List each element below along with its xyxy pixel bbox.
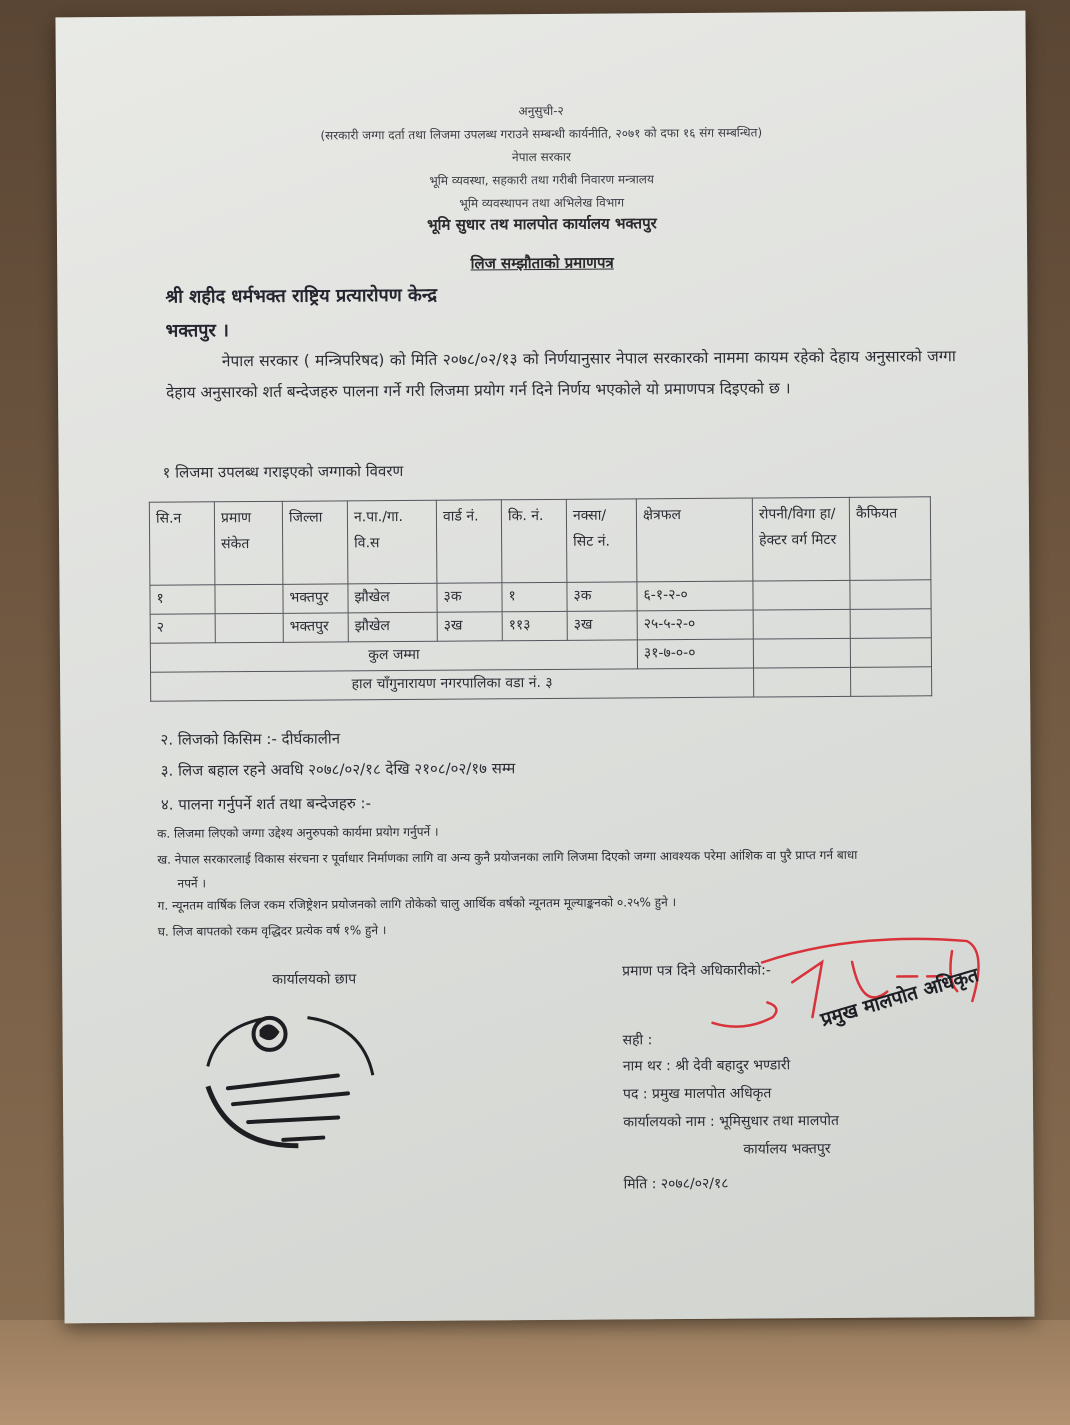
cell-area: ६-१-२-० xyxy=(637,581,753,611)
office-name: भूमि सुधार तथ मालपोत कार्यालय भक्तपुर xyxy=(427,214,657,234)
stamp-text-line xyxy=(248,1117,338,1122)
cell-ward: ३ख xyxy=(437,612,502,641)
schedule-label: अनुसुची-२ xyxy=(518,103,564,119)
certificate-title: लिज सम्झौताको प्रमाणपत्र xyxy=(470,253,614,273)
header-unit: रोपनी/विगा हा/हेक्टर वर्ग मिटर xyxy=(752,497,850,581)
cell-plot-no: १ xyxy=(502,582,567,611)
cell-proof-code xyxy=(215,584,283,613)
header-area: क्षेत्रफल xyxy=(636,498,753,582)
section-1-title: १ लिजमा उपलब्ध गराइएको जग्गाको विवरण xyxy=(162,461,404,482)
officer-seal: प्रमुख मालपोत अधिकृत xyxy=(818,963,982,1032)
cell-sn: २ xyxy=(150,614,215,643)
header-municipality: न.पा./गा. वि.स xyxy=(347,500,437,584)
authority-heading: प्रमाण पत्र दिने अधिकारीको:- xyxy=(622,962,771,980)
header-remarks: कैफियत xyxy=(849,497,931,581)
body-paragraph: नेपाल सरकार ( मन्त्रिपरिषद) को मिति २०७८/०२/१३ को निर्णयानुसार नेपाल सरकारको नाममा कायम रहेको देहाय अनुसारको जग्गा देहाय अनुसारको शर्त बन्देजहरु पालना गर्ने गरी लिजमा प्रयोग गर्न दिने निर्णय भएकोले यो प्रमाणपत्र दिइएको छ । xyxy=(166,347,956,402)
location-remarks xyxy=(851,667,932,697)
government-name: नेपाल सरकार xyxy=(511,149,571,165)
cell-map-sheet: ३क xyxy=(567,582,637,611)
stamp-text-line xyxy=(233,1093,348,1104)
cell-remarks xyxy=(850,580,931,610)
ministry-name: भूमि व्यवस्था, सहकारी तथा गरीबी निवारण मन्त्रालय xyxy=(429,172,654,188)
recipient-place: भक्तपुर । xyxy=(165,320,229,342)
background-surface xyxy=(0,1320,1070,1425)
total-area: ३१-७-०-० xyxy=(637,639,753,669)
department-name: भूमि व्यवस्थापन तथा अभिलेख विभाग xyxy=(459,195,625,211)
location-unit xyxy=(754,667,851,697)
cell-map-sheet: ३ख xyxy=(567,611,637,640)
stamp-arc-left xyxy=(207,1018,267,1066)
table-location-row xyxy=(151,667,932,701)
cell-proof-code xyxy=(215,613,283,642)
header-ward: वार्ड नं. xyxy=(436,500,502,583)
header-map-sheet: नक्सा/ सिट नं. xyxy=(566,499,637,582)
condition-gha: घ. लिज बापतको रकम वृद्धिदर प्रत्येक वर्ष १% हुने । xyxy=(157,923,387,939)
table-header-row xyxy=(149,497,931,585)
officer-post: पद : प्रमुख मालपोत अधिकृत xyxy=(622,1085,772,1103)
cell-municipality: झौखेल xyxy=(348,612,437,642)
cell-unit xyxy=(753,580,850,610)
policy-reference: (सरकारी जग्गा दर्ता तथा लिजमा उपलब्ध गराउने सम्बन्धी कार्यनीति, २०७१ को दफा १६ संग सम्बन्धित) xyxy=(320,125,763,143)
stamp-arc-bottom xyxy=(208,1086,298,1147)
section-4-conditions-title: ४. पालना गर्नुपर्ने शर्त तथा बन्देजहरु :- xyxy=(160,794,372,814)
office-stamp xyxy=(187,1005,388,1156)
signature-label: सही : xyxy=(622,1032,653,1049)
cell-municipality: झौखेल xyxy=(348,583,437,613)
header-plot-no: कि. नं. xyxy=(501,499,567,582)
stamp-emblem-fill xyxy=(259,1024,279,1040)
total-label: कुल जम्मा xyxy=(150,640,637,672)
cell-district: भक्तपुर xyxy=(283,613,348,642)
office-stamp-label: कार्यालयको छाप xyxy=(272,971,357,988)
officer-name: नाम थर : श्री देवी बहादुर भण्डारी xyxy=(622,1057,791,1075)
issue-date: मिति : २०७८/०२/१८ xyxy=(623,1175,729,1193)
cell-area: २५-५-२-० xyxy=(637,610,753,640)
stamp-arc-right xyxy=(307,1017,372,1075)
section-3-lease-period: ३. लिज बहाल रहने अवधि २०७८/०२/१८ देखि २१०८/०२/१७ सम्म xyxy=(160,759,516,780)
stamp-text-line xyxy=(283,1138,323,1140)
land-details-table xyxy=(149,496,932,701)
office-name-line: कार्यालयको नाम : भूमिसुधार तथा मालपोत xyxy=(623,1112,839,1131)
total-remarks xyxy=(850,638,931,668)
section-2-lease-type: २. लिजको किसिम :- दीर्घकालीन xyxy=(160,729,341,749)
current-location: हाल चाँगुनारायण नगरपालिका वडा नं. ३ xyxy=(151,668,754,701)
certificate-paper xyxy=(55,11,1034,1324)
condition-kha-continued: नपर्ने । xyxy=(177,876,207,891)
cell-district: भक्तपुर xyxy=(283,584,348,613)
cell-remarks xyxy=(850,609,931,639)
cell-ward: ३क xyxy=(437,583,502,612)
cell-sn: १ xyxy=(150,585,215,614)
header-sn: सि.न xyxy=(149,502,215,585)
condition-ka: क. लिजमा लिएको जग्गा उद्देश्य अनुरुपको कार्यमा प्रयोग गर्नुपर्ने । xyxy=(157,824,439,841)
cell-plot-no: ११३ xyxy=(502,611,567,640)
recipient-name: श्री शहीद धर्मभक्त राष्ट्रिय प्रत्यारोपण केन्द्र xyxy=(165,284,438,308)
stamp-text-line xyxy=(228,1075,338,1088)
header-district: जिल्ला xyxy=(282,501,348,584)
condition-ga: ग. न्यूनतम वार्षिक लिज रकम रजिष्ट्रेशन प्रयोजनको लागि तोकेको चालु आर्थिक वर्षको न्यूनतम मूल्याङ्कनको ०.२५% हुने । xyxy=(157,895,677,913)
cell-unit xyxy=(753,609,850,639)
condition-kha: ख. नेपाल सरकारलाई विकास संरचना र पूर्वाधार निर्माणका लागि वा अन्य कुनै प्रयोजनका लागि लिजमा दिएको जग्गा आवश्यक परेमा आंशिक वा पुरै प्राप्त गर्न बाधा xyxy=(157,847,858,867)
header-proof-code: प्रमाण संकेत xyxy=(214,501,283,584)
signature-stroke xyxy=(712,1002,776,1026)
office-name-continued: कार्यालय भक्तपुर xyxy=(743,1141,831,1158)
total-unit xyxy=(753,638,850,668)
